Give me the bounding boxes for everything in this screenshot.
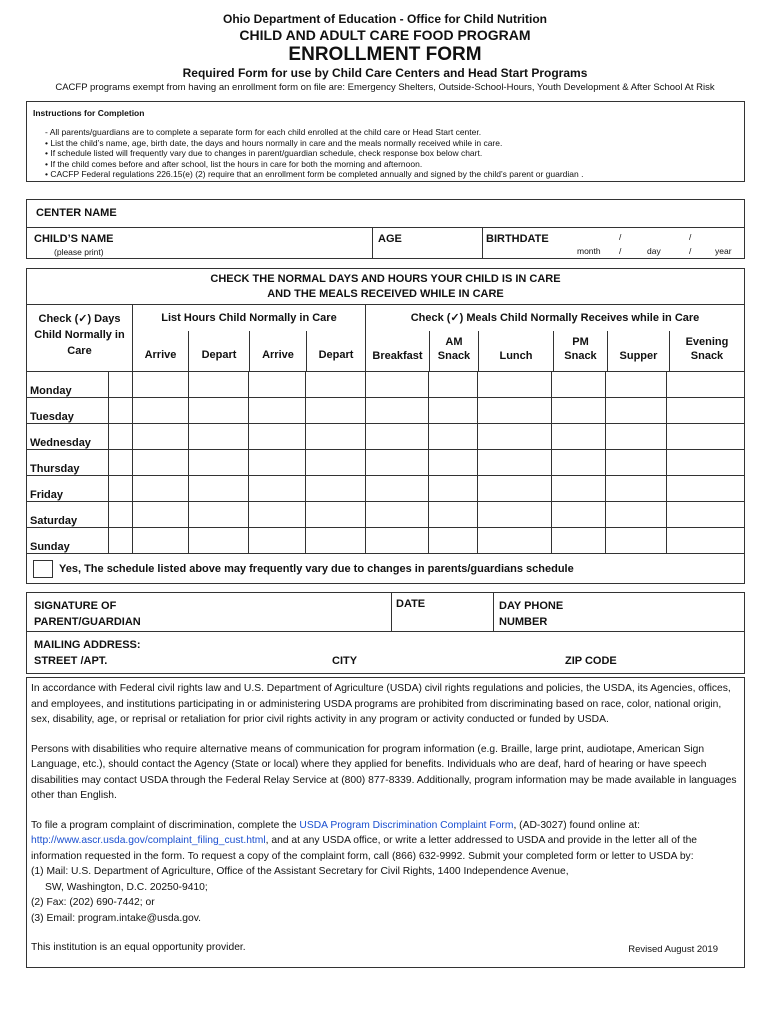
hours-cell[interactable]	[306, 372, 366, 398]
snack-label: Snack	[564, 350, 597, 362]
meal-checkbox-cell[interactable]	[477, 476, 552, 502]
complaint-form-link[interactable]: USDA Program Discrimination Complaint Form	[299, 819, 514, 831]
signature-box	[26, 592, 745, 674]
snack-label: Snack	[437, 350, 471, 362]
day-label: Saturday	[27, 502, 109, 528]
meal-checkbox-cell[interactable]	[605, 424, 666, 450]
vary-label: Yes, The schedule listed above may frequently vary due to changes in parents/guardians schedule	[59, 562, 574, 575]
civil-rights-para-3	[27, 818, 744, 865]
hours-cell[interactable]	[306, 450, 366, 476]
supper-header: Supper	[608, 331, 670, 371]
day-label: Sunday	[27, 528, 109, 554]
instruction-item: • If schedule listed will frequently vary due to changes in parent/guardian schedule, check response box below chart.	[45, 148, 483, 159]
please-print-note: (please print)	[54, 247, 104, 257]
hours-cell[interactable]	[306, 502, 366, 528]
snack-label: Snack	[690, 350, 724, 362]
meal-checkbox-cell[interactable]	[552, 424, 605, 450]
meal-checkbox-cell[interactable]	[429, 372, 477, 398]
meal-checkbox-cell[interactable]	[429, 398, 477, 424]
meal-checkbox-cell[interactable]	[365, 450, 429, 476]
meal-checkbox-cell[interactable]	[667, 372, 745, 398]
meal-checkbox-cell[interactable]	[365, 502, 429, 528]
day-checkbox-cell[interactable]	[108, 398, 132, 424]
street-label: STREET /APT.	[34, 655, 108, 667]
birthdate-field[interactable]	[567, 230, 737, 256]
hours-cell[interactable]	[306, 398, 366, 424]
hours-cell[interactable]	[188, 424, 249, 450]
day-label: Monday	[27, 372, 109, 398]
instruction-item: • List the child’s name, age, birth date, the days and hours normally in care and the meals normally received while in care.	[45, 137, 503, 148]
date-slash: /	[689, 232, 692, 242]
day-row	[27, 476, 745, 502]
meal-checkbox-cell[interactable]	[605, 528, 666, 554]
day-row	[27, 450, 745, 476]
meal-checkbox-cell[interactable]	[365, 424, 429, 450]
hours-cell[interactable]	[188, 476, 249, 502]
date-label: DATE	[396, 598, 426, 610]
center-name-field[interactable]	[147, 202, 737, 224]
meal-checkbox-cell[interactable]	[477, 502, 552, 528]
exempt-note: CACFP programs exempt from having an enrollment form on file are: Emergency Shelters, Outside-School-Hours, Youth Development & After School At Risk	[55, 82, 715, 93]
list-hours-label: List Hours Child Normally in Care	[161, 312, 337, 324]
meal-checkbox-cell[interactable]	[477, 450, 552, 476]
meal-checkbox-cell[interactable]	[552, 476, 605, 502]
center-name-label: CENTER NAME	[36, 207, 117, 219]
evening-snack-header	[670, 331, 744, 371]
hours-cell[interactable]	[188, 528, 249, 554]
day-checkbox-cell[interactable]	[108, 502, 132, 528]
day-row	[27, 398, 745, 424]
schedule-heading-line2: AND THE MEALS RECEIVED WHILE IN CARE	[267, 287, 504, 300]
meal-checkbox-cell[interactable]	[552, 528, 605, 554]
hours-cell[interactable]	[249, 372, 306, 398]
childs-name-label: CHILD’S NAME	[34, 233, 114, 245]
signature-label	[34, 598, 141, 630]
complaint-found-online: , (AD-3027) found online at:	[513, 819, 640, 831]
meal-checkbox-cell[interactable]	[429, 502, 477, 528]
hours-cell[interactable]	[132, 372, 188, 398]
meal-checkbox-cell[interactable]	[667, 424, 745, 450]
civil-rights-box	[26, 677, 745, 968]
date-slash: /	[619, 246, 622, 256]
evening-label: Evening	[685, 336, 729, 348]
civil-rights-para-2: Persons with disabilities who require alternative means of communication for program information (e.g. Braille, large print, audiotape, American Sign Language, etc.), should contact the Agency (State or local) where they applied for benefits. Individuals who are deaf, hard of hearing or have speech disabilities may contact USDA through the Federal Relay Service at (800) 877-8339. Additionally, program information may be made available in languages other than English.	[31, 743, 737, 801]
instruction-item: - All parents/guardians are to complete a separate form for each child enrolled at the child care or Head Start center.	[45, 127, 482, 137]
day-phone-field[interactable]	[587, 596, 737, 628]
day-checkbox-cell[interactable]	[108, 424, 132, 450]
hours-cell[interactable]	[249, 398, 306, 424]
meal-checkbox-cell[interactable]	[667, 398, 745, 424]
meal-checkbox-cell[interactable]	[605, 502, 666, 528]
instruction-item: • If the child comes before and after school, list the hours in care for both the morning and afternoon.	[45, 158, 423, 169]
schedule-table	[26, 268, 745, 584]
day-row	[27, 502, 745, 528]
hours-cell[interactable]	[188, 450, 249, 476]
instruction-item: • CACFP Federal regulations 226.15(e) (2) require that an enrollment form be completed annually and signed by the child’s parent or guardian .	[45, 169, 584, 180]
meal-checkbox-cell[interactable]	[605, 372, 666, 398]
meal-checkbox-cell[interactable]	[667, 528, 745, 554]
am-snack-header	[430, 331, 479, 371]
birthdate-label: BIRTHDATE	[486, 233, 549, 245]
meal-checkbox-cell[interactable]	[605, 476, 666, 502]
hours-cell[interactable]	[132, 424, 188, 450]
equal-opportunity-note: This institution is an equal opportunity provider.	[31, 942, 246, 953]
day-label: Tuesday	[27, 398, 109, 424]
day-label: Friday	[27, 476, 109, 502]
meal-checkbox-cell[interactable]	[552, 398, 605, 424]
vary-checkbox[interactable]	[33, 560, 53, 578]
instructions-list	[45, 127, 583, 180]
meal-checkbox-cell[interactable]	[552, 372, 605, 398]
day-checkbox-cell[interactable]	[108, 476, 132, 502]
address-field[interactable]	[157, 635, 737, 653]
lunch-header: Lunch	[479, 331, 554, 371]
signature-label-line1: SIGNATURE OF	[34, 600, 117, 612]
meal-checkbox-cell[interactable]	[552, 502, 605, 528]
mailing-address-label: MAILING ADDRESS:	[34, 639, 141, 651]
day-checkbox-cell[interactable]	[108, 528, 132, 554]
hours-cell[interactable]	[306, 424, 366, 450]
hours-cell[interactable]	[132, 398, 188, 424]
meal-checkbox-cell[interactable]	[477, 424, 552, 450]
meal-checkbox-cell[interactable]	[429, 476, 477, 502]
required-note: Required Form for use by Child Care Centers and Head Start Programs	[182, 66, 588, 80]
meal-checkbox-cell[interactable]	[477, 528, 552, 554]
meal-checkbox-cell[interactable]	[429, 424, 477, 450]
day-row	[27, 372, 745, 398]
meal-checkbox-cell[interactable]	[667, 502, 745, 528]
complaint-intro: To file a program complaint of discrimination, complete the	[31, 819, 300, 831]
civil-rights-para-1: In accordance with Federal civil rights law and U.S. Department of Agriculture (USDA) civil rights regulations and policies, the USDA, its Agencies, offices, and employees, and institutions participating in or administering USDA programs are prohibited from discriminating based on race, color, national origin, sex, disability, age, or reprisal or retaliation for prior civil rights activity in any program or activity conducted or funded by USDA.	[31, 683, 731, 725]
meal-checkbox-cell[interactable]	[477, 372, 552, 398]
program-title: CHILD AND ADULT CARE FOOD PROGRAM	[239, 27, 531, 43]
signature-field[interactable]	[157, 596, 385, 628]
hours-header	[132, 305, 365, 372]
vary-row	[27, 554, 745, 584]
fax-line: (2) Fax: (202) 690-7442; or	[31, 897, 155, 908]
hours-cell[interactable]	[306, 528, 366, 554]
meal-checkbox-cell[interactable]	[429, 450, 477, 476]
complaint-url-link[interactable]: http://www.ascr.usda.gov/complaint_filing_cust.html	[31, 835, 266, 846]
hours-cell[interactable]	[132, 528, 188, 554]
hours-cell[interactable]	[306, 476, 366, 502]
mail-line-1: (1) Mail: U.S. Department of Agriculture, Office of the Assistant Secretary for Civil Rights, 1400 Independence Avenue,	[31, 866, 569, 877]
depart-2-header: Depart	[318, 349, 354, 361]
complaint-instructions: , and at any USDA office, or write a letter addressed to USDA and provide in the letter all of the information requested in the form. To request a copy of the complaint form, call (866) 632-9992. Submit your completed form or letter to USDA by:	[31, 835, 698, 862]
am-label: AM	[445, 336, 463, 348]
meal-checkbox-cell[interactable]	[365, 528, 429, 554]
check-meals-label: Check (✓) Meals Child Normally Receives while in Care	[410, 312, 700, 324]
schedule-heading	[27, 269, 745, 305]
arrive-1-header: Arrive	[133, 331, 189, 371]
arrive-2-header: Arrive	[250, 331, 307, 371]
hours-cell[interactable]	[188, 398, 249, 424]
day-label: Thursday	[27, 450, 109, 476]
revised-date: Revised August 2019	[628, 944, 718, 955]
hours-cell[interactable]	[249, 476, 306, 502]
meal-checkbox-cell[interactable]	[605, 398, 666, 424]
hours-cell[interactable]	[188, 372, 249, 398]
date-slash: /	[689, 246, 692, 256]
child-info-box	[26, 199, 745, 259]
date-slash: /	[619, 232, 622, 242]
meal-checkbox-cell[interactable]	[365, 476, 429, 502]
childs-name-field[interactable]	[147, 230, 367, 256]
pm-snack-header	[554, 331, 608, 371]
day-checkbox-cell[interactable]	[108, 372, 132, 398]
hours-cell[interactable]	[249, 450, 306, 476]
schedule-heading-line1: CHECK THE NORMAL DAYS AND HOURS YOUR CHILD IS IN CARE	[210, 272, 561, 285]
department-title: Ohio Department of Education - Office for Child Nutrition	[223, 12, 547, 26]
hours-cell[interactable]	[249, 528, 306, 554]
meal-checkbox-cell[interactable]	[667, 476, 745, 502]
hours-cell[interactable]	[249, 424, 306, 450]
mail-line-2: SW, Washington, D.C. 20250-9410;	[45, 881, 208, 893]
day-row	[27, 528, 745, 554]
check-days-header: Check (✓) Days Child Normally in Care	[27, 305, 133, 372]
signature-label-line2: PARENT/GUARDIAN	[34, 616, 141, 628]
meals-header	[365, 305, 744, 372]
day-phone-label-line1: DAY PHONE	[499, 600, 564, 612]
day-row	[27, 424, 745, 450]
age-field[interactable]	[417, 230, 477, 256]
day-phone-label-line2: NUMBER	[499, 616, 548, 628]
hours-cell[interactable]	[188, 502, 249, 528]
hours-cell[interactable]	[249, 502, 306, 528]
meal-checkbox-cell[interactable]	[429, 528, 477, 554]
meal-checkbox-cell[interactable]	[667, 450, 745, 476]
day-checkbox-cell[interactable]	[108, 450, 132, 476]
day-label: Wednesday	[27, 424, 109, 450]
meal-checkbox-cell[interactable]	[477, 398, 552, 424]
hours-cell[interactable]	[132, 502, 188, 528]
hours-cell[interactable]	[132, 476, 188, 502]
day-phone-label	[499, 598, 563, 630]
day-label: day	[647, 246, 661, 256]
month-label: month	[577, 246, 601, 256]
instructions-box	[26, 101, 745, 182]
city-label: CITY	[332, 655, 358, 667]
age-label: AGE	[378, 233, 402, 245]
hours-cell[interactable]	[132, 450, 188, 476]
date-field[interactable]	[397, 613, 487, 629]
depart-1-header: Depart	[189, 331, 250, 371]
pm-label: PM	[572, 336, 589, 348]
breakfast-header: Breakfast	[366, 331, 430, 371]
zip-label: ZIP CODE	[565, 655, 617, 667]
year-label: year	[715, 246, 732, 256]
email-line: (3) Email: program.intake@usda.gov.	[31, 912, 201, 924]
instructions-title: Instructions for Completion	[33, 108, 145, 118]
meal-checkbox-cell[interactable]	[552, 450, 605, 476]
meal-checkbox-cell[interactable]	[605, 450, 666, 476]
meal-checkbox-cell[interactable]	[365, 372, 429, 398]
meal-checkbox-cell[interactable]	[365, 398, 429, 424]
form-title: ENROLLMENT FORM	[288, 44, 482, 65]
